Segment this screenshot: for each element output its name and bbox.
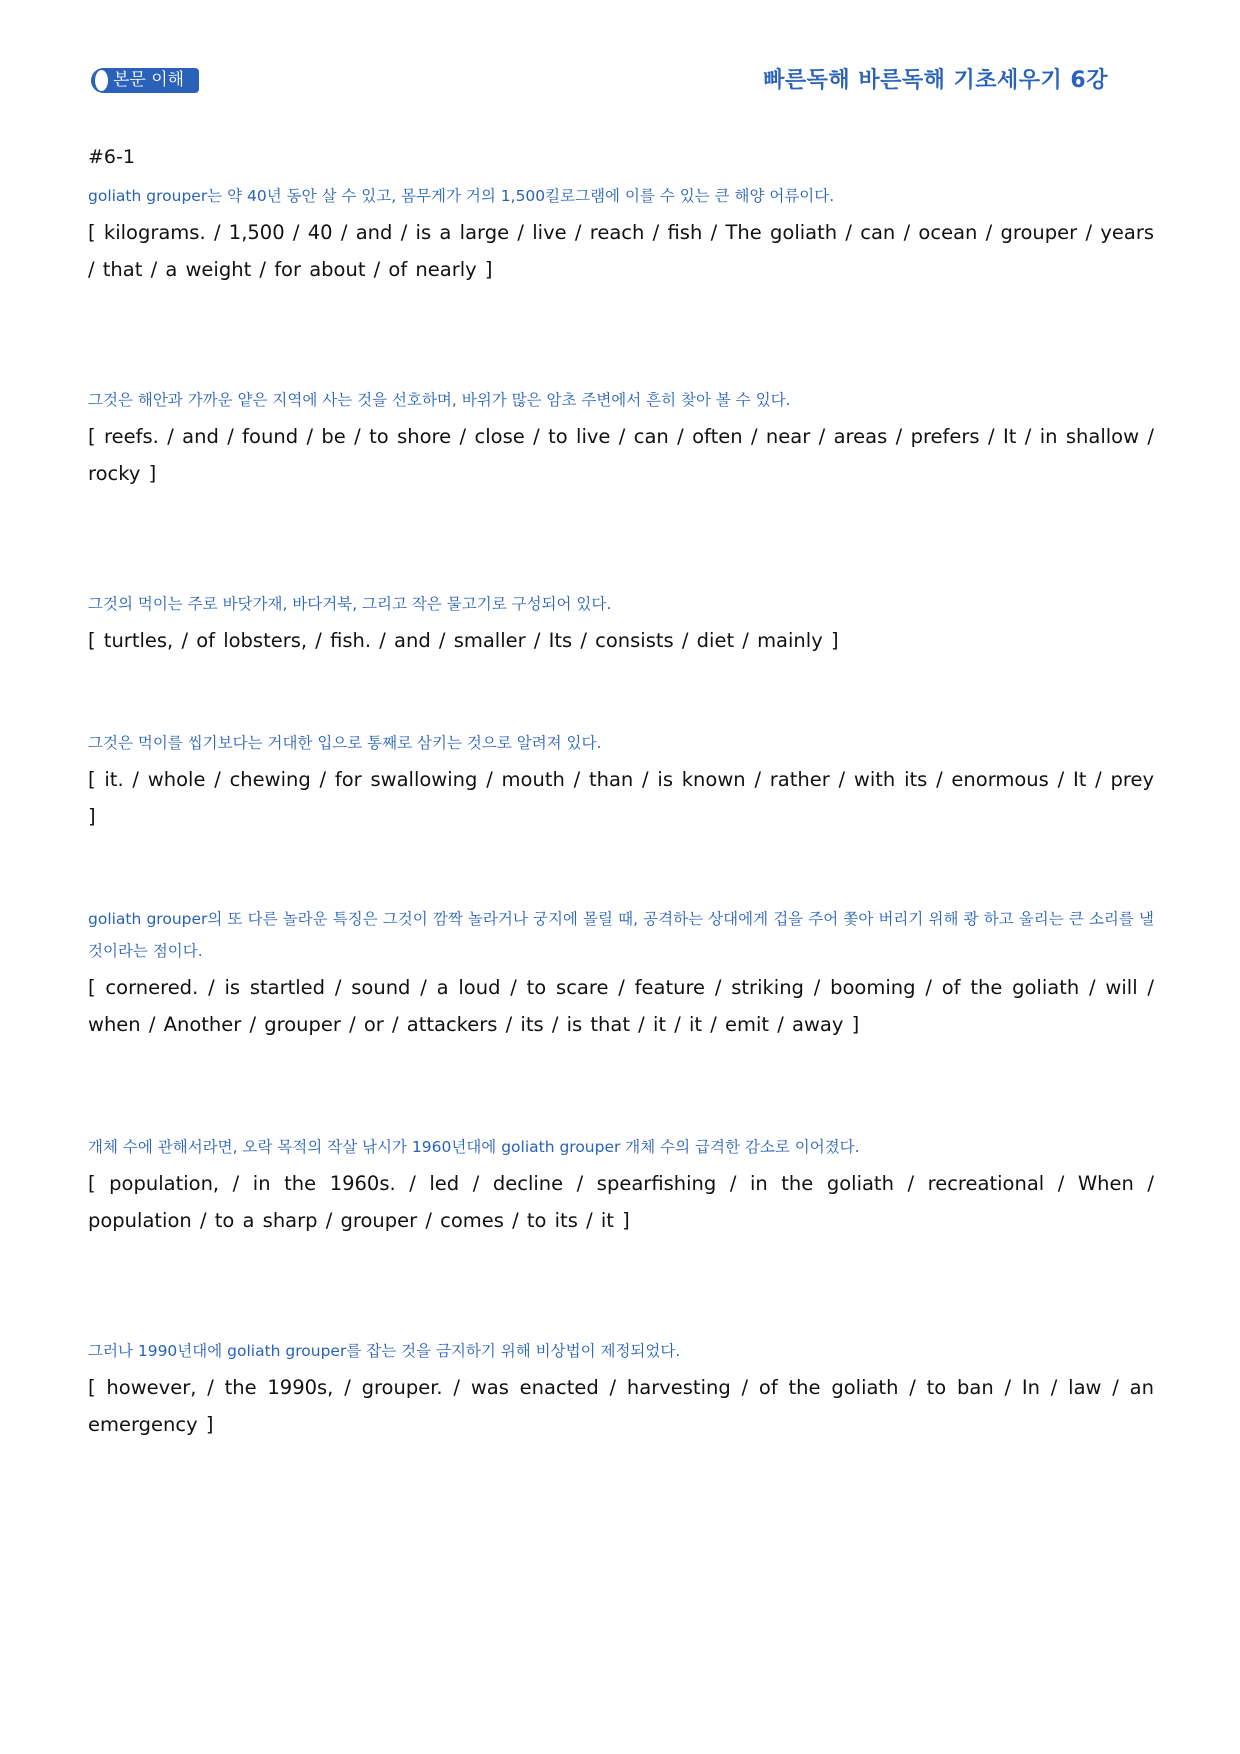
exercise-item [88, 384, 1154, 492]
badge-dot-icon [95, 70, 108, 91]
scrambled-words: [ kilograms. / 1,500 / 40 / and / is a large / live / reach / fish / The goliath / can / ocean / grouper / years / that / a weight / for about / of nearly ] [88, 221, 1154, 281]
scrambled-words: [ cornered. / is startled / sound / a loud / to scare / feature / striking / booming / of the goliath / will / when / Another / grouper / or / attackers / its / is that / it / it / emit / away ] [88, 976, 1154, 1036]
scrambled-words: [ population, / in the 1960s. / led / decline / spearfishing / in the goliath / recreational / When / population / to a sharp / grouper / comes / to its / it ] [88, 1172, 1154, 1232]
scrambled-words: [ turtles, / of lobsters, / fish. / and / smaller / Its / consists / diet / mainly ] [88, 629, 839, 652]
exercise-item [88, 1131, 1154, 1239]
korean-sentence: 그러나 1990년대에 goliath grouper를 잡는 것을 금지하기 위해 비상법이 제정되었다. [88, 1342, 681, 1360]
korean-sentence: goliath grouper의 또 다른 놀라운 특징은 그것이 깜짝 놀라거나 궁지에 몰릴 때, 공격하는 상대에게 겁을 주어 쫓아 버리기 위해 쾅 하고 울리는 큰 소리를 낼 것이라는 점이다. [88, 910, 1154, 960]
scrambled-words: [ it. / whole / chewing / for swallowing / mouth / than / is known / rather / with its / enormous / It / prey ] [88, 768, 1154, 828]
korean-sentence: goliath grouper는 약 40년 동안 살 수 있고, 몸무게가 거의 1,500킬로그램에 이를 수 있는 큰 해양 어류이다. [88, 187, 835, 205]
exercise-item [88, 588, 1154, 659]
exercise-list [88, 180, 1154, 1443]
badge-label: 본문 이해 [113, 70, 185, 90]
korean-sentence: 개체 수에 관해서라면, 오락 목적의 작살 낚시가 1960년대에 goliath grouper 개체 수의 급격한 감소로 이어졌다. [88, 1138, 860, 1156]
scrambled-words: [ reefs. / and / found / be / to shore / close / to live / can / often / near / areas / prefers / It / in shallow / rocky ] [88, 425, 1154, 485]
korean-sentence: 그것은 해안과 가까운 얕은 지역에 사는 것을 선호하며, 바위가 많은 암초 주변에서 흔히 찾아 볼 수 있다. [88, 391, 791, 409]
exercise-item [88, 180, 1154, 288]
exercise-item [88, 727, 1154, 835]
exercise-item [88, 1335, 1154, 1443]
korean-sentence: 그것의 먹이는 주로 바닷가재, 바다거북, 그리고 작은 물고기로 구성되어 있다. [88, 595, 612, 613]
section-badge [91, 68, 199, 93]
scrambled-words: [ however, / the 1990s, / grouper. / was enacted / harvesting / of the goliath / to ban / In / law / an emergency ] [88, 1376, 1154, 1436]
section-id: #6-1 [88, 146, 135, 168]
korean-sentence: 그것은 먹이를 씹기보다는 거대한 입으로 통째로 삼키는 것으로 알려져 있다. [88, 734, 602, 752]
exercise-item [88, 903, 1154, 1043]
book-title: 빠른독해 바른독해 기초세우기 6강 [763, 68, 1108, 93]
